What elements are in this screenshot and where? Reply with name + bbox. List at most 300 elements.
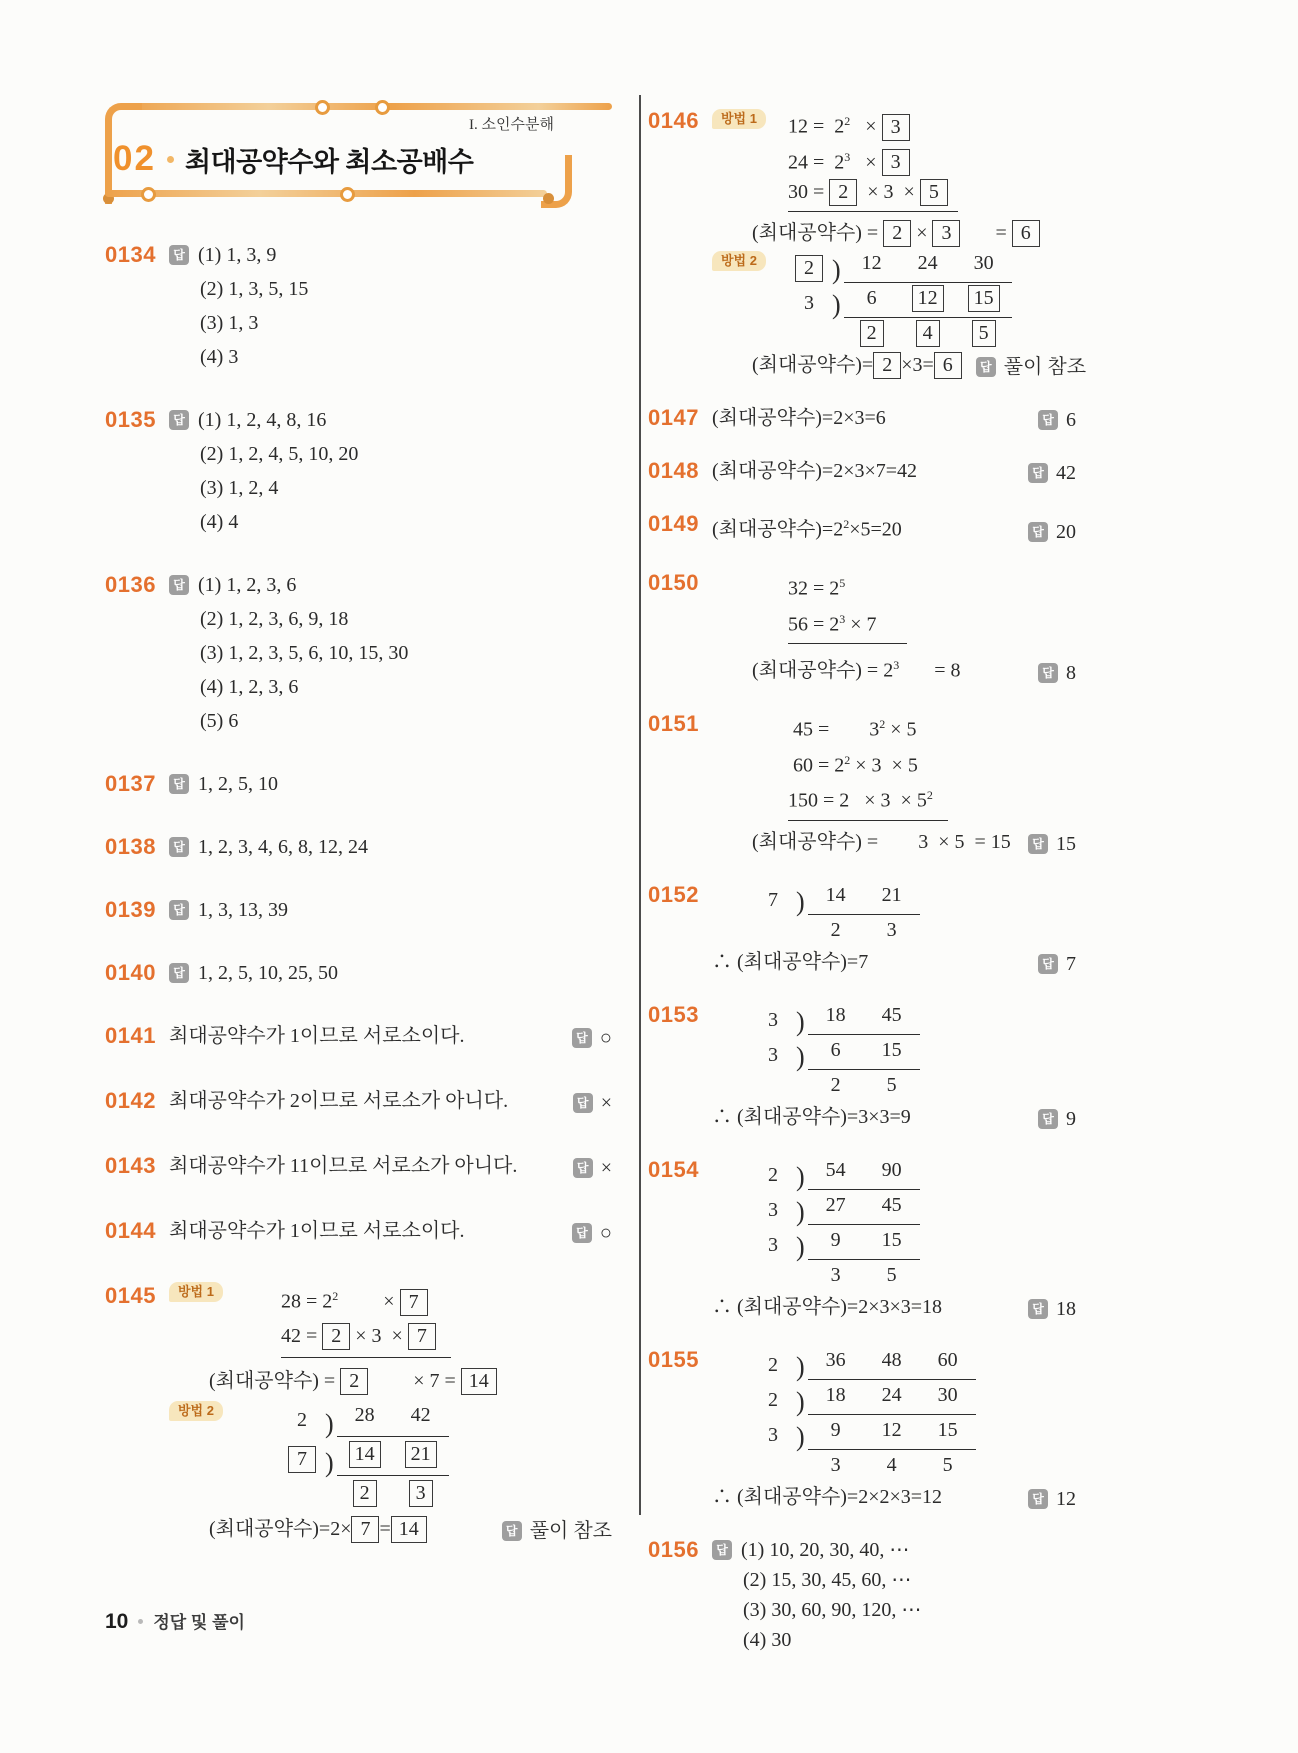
boxed-value: 21 xyxy=(405,1441,437,1468)
solution-row xyxy=(169,1214,612,1250)
division-cells xyxy=(808,1190,920,1225)
division-cell: 12 xyxy=(881,1418,902,1441)
math-line: 1, 2, 5, 10 xyxy=(198,773,278,795)
title-dot-icon xyxy=(167,156,174,163)
division-ladder-row xyxy=(752,1345,976,1380)
problem-number: 0141 xyxy=(105,1023,156,1048)
answer-badge-icon: 답 xyxy=(1038,410,1058,430)
division-paren-icon: ) xyxy=(832,254,841,286)
boxed-value: 3 xyxy=(882,114,910,141)
math-line: (최대공약수)$=2^2\times 5=20$ xyxy=(712,517,902,541)
division-cell: 6 xyxy=(866,287,877,310)
division-divisor xyxy=(281,1442,323,1476)
division-divisor: 3 xyxy=(768,1008,778,1031)
math-line: (4) 30 xyxy=(743,1628,792,1651)
solution-row xyxy=(712,1225,1076,1260)
answer-badge-icon: 답 xyxy=(502,1521,522,1541)
answer-value: 20 xyxy=(1056,520,1076,543)
answer-value: 12 xyxy=(1056,1487,1076,1510)
solution-row xyxy=(169,704,612,738)
math-line: (1) 1, 2, 4, 8, 16 xyxy=(198,409,327,431)
solution-row xyxy=(712,106,1076,142)
solution-row xyxy=(169,340,612,374)
problem-body xyxy=(169,238,612,374)
answer-badge-icon: 답 xyxy=(976,357,996,377)
answer-value: 7 xyxy=(1066,952,1076,975)
division-ladder-row xyxy=(788,318,1012,350)
math-line: ∴ (최대공약수)=2×2×3=12 xyxy=(712,1485,943,1508)
answer-badge-icon: 답 xyxy=(169,837,189,857)
answer-value: 풀이 참조 xyxy=(1003,356,1087,379)
division-cells xyxy=(844,248,1012,283)
solution-row xyxy=(169,1149,612,1185)
division-cell: 9 xyxy=(830,1418,841,1441)
problem-body xyxy=(169,830,612,864)
division-divisor: 3 xyxy=(768,1233,778,1256)
division-paren-icon: ) xyxy=(796,1231,805,1262)
solution-row xyxy=(712,915,1076,947)
solution-row xyxy=(712,1565,1076,1595)
division-cell: 3 xyxy=(886,918,897,941)
answer-badge-icon: 답 xyxy=(169,575,189,595)
division-cell: 21 xyxy=(881,883,902,906)
answer-badge-icon: 답 xyxy=(169,245,189,265)
answer-value: 42 xyxy=(1056,462,1076,485)
boxed-value: 7 xyxy=(400,1289,428,1316)
problem xyxy=(105,893,612,927)
division-paren-icon: ) xyxy=(796,1196,805,1227)
boxed-value: 6 xyxy=(1012,220,1040,247)
answer-value: ○ xyxy=(599,1027,612,1049)
division-cell: 45 xyxy=(881,1193,902,1216)
division-cells xyxy=(808,1380,976,1415)
boxed-value: 2 xyxy=(873,352,901,379)
problem xyxy=(105,1214,612,1250)
problem-number: 0140 xyxy=(105,960,156,985)
answer-badge-icon: 답 xyxy=(169,900,189,920)
division-cells xyxy=(808,880,920,915)
division-cells xyxy=(844,318,1012,350)
problem xyxy=(648,403,1076,435)
division-cells xyxy=(808,915,920,947)
solution-row xyxy=(712,1155,1076,1190)
problem-body xyxy=(169,767,612,801)
solution-row xyxy=(712,509,1076,547)
problem-number: 0137 xyxy=(105,771,156,796)
problem-body xyxy=(169,1214,612,1250)
solution-row xyxy=(712,1625,1076,1655)
division-cells xyxy=(808,1345,976,1380)
math-line: 1, 2, 5, 10, 25, 50 xyxy=(198,962,338,984)
problem-number: 0154 xyxy=(648,1156,699,1182)
solution-row xyxy=(712,218,1076,248)
division-cell: 5 xyxy=(886,1263,897,1286)
boxed-value: 7 xyxy=(351,1516,379,1543)
problem xyxy=(648,1345,1076,1514)
division-cell: 5 xyxy=(886,1073,897,1096)
math-line: ∴ (최대공약수)=7 xyxy=(712,950,869,973)
math-line: (최대공약수)=2× 7 = 14 xyxy=(209,1512,427,1546)
division-ladder-row xyxy=(752,1225,920,1260)
problem xyxy=(105,1149,612,1185)
section-label: I. 소인수분해 xyxy=(469,117,554,133)
division-cell: 2 xyxy=(830,1073,841,1096)
division-ladder-row xyxy=(752,1035,920,1070)
solution-row xyxy=(712,1190,1076,1225)
problem-body xyxy=(712,568,1076,688)
division-cells xyxy=(337,1437,449,1476)
answer-badge-icon: 답 xyxy=(1038,663,1058,683)
solution-row xyxy=(712,318,1076,350)
math-line: (3) 1, 2, 3, 5, 6, 10, 15, 30 xyxy=(200,642,409,664)
math-line: (3) 1, 3 xyxy=(200,312,259,334)
division-cells xyxy=(808,1225,920,1260)
division-ladder-row xyxy=(788,248,1012,286)
solution-row xyxy=(712,350,1087,382)
solution-row xyxy=(169,956,612,990)
division-ladder-row xyxy=(281,1437,449,1476)
solution-row xyxy=(712,177,1076,212)
math-line: (최대공약수) = 2 × 3 = 6 xyxy=(752,218,1040,248)
footer-dot-icon xyxy=(138,1619,143,1624)
division-cell: 54 xyxy=(825,1158,846,1181)
division-cells xyxy=(808,1000,920,1035)
problem-number: 0156 xyxy=(648,1536,699,1562)
division-cells xyxy=(337,1398,449,1437)
division-cell xyxy=(337,1437,393,1471)
boxed-value: 7 xyxy=(408,1323,436,1350)
ring-icon xyxy=(375,100,390,115)
math-line: (3) 1, 2, 4 xyxy=(200,477,279,499)
problem-body xyxy=(712,1155,1076,1324)
math-line: 최대공약수가 11이므로 서로소가 아니다. xyxy=(169,1155,518,1177)
problem-number: 0149 xyxy=(648,511,699,537)
solution-row xyxy=(712,650,1076,688)
math-line: (최대공약수) = $2^3$ = 8 xyxy=(752,658,961,682)
division-ladder-row xyxy=(788,283,1012,321)
answer-badge-icon: 답 xyxy=(1028,834,1048,854)
solution-row xyxy=(169,1476,612,1512)
method-tag: 방법 1 xyxy=(712,109,766,129)
answer-badge-icon: 답 xyxy=(572,1223,592,1243)
solution-row xyxy=(169,893,612,927)
column-divider xyxy=(639,95,641,1515)
math-line: 45 = $3^2 \times 5$ xyxy=(788,716,917,741)
solution-row xyxy=(712,709,1076,745)
answer-badge-icon: 답 xyxy=(1028,463,1048,483)
division-divisor: 2 xyxy=(768,1388,778,1411)
solution-row xyxy=(169,1512,612,1548)
math-line: $150 = 2 \times 3 \times 5^2$ xyxy=(788,780,948,821)
math-line: 1, 3, 13, 39 xyxy=(198,899,288,921)
answer-value: 15 xyxy=(1056,832,1076,855)
problem xyxy=(648,509,1076,547)
answer-value: 9 xyxy=(1066,1107,1076,1130)
math-line: $24 = 2^3 \times 3$ xyxy=(788,142,910,178)
ring-icon xyxy=(315,100,330,115)
solution-row xyxy=(712,1535,1076,1565)
problem-number: 0151 xyxy=(648,710,699,736)
solution-row xyxy=(169,272,612,306)
solution-row xyxy=(169,670,612,704)
division-paren-icon: ) xyxy=(796,1351,805,1382)
math-line: (1) 10, 20, 30, 40, ⋯ xyxy=(741,1538,910,1561)
division-ladder-row xyxy=(752,1415,976,1450)
answer-badge-icon: 답 xyxy=(1038,1109,1058,1129)
method-tag: 방법 2 xyxy=(169,1401,223,1421)
boxed-value: 2 xyxy=(353,1480,377,1507)
problem xyxy=(648,106,1087,382)
solution-row xyxy=(169,1437,612,1476)
problem-body xyxy=(712,456,1076,488)
answer-badge-icon: 답 xyxy=(572,1028,592,1048)
boxed-value: 2 xyxy=(829,179,857,206)
problem-body xyxy=(712,403,1076,435)
right-answer xyxy=(1014,458,1076,488)
boxed-value: 15 xyxy=(968,285,1000,312)
division-divisor: 7 xyxy=(768,888,778,911)
problem-body xyxy=(169,403,612,539)
problem xyxy=(105,767,612,801)
problem xyxy=(648,456,1076,488)
solution-row xyxy=(712,947,1076,979)
boxed-value: 5 xyxy=(972,320,996,347)
problem-body xyxy=(169,956,612,990)
problem-number: 0150 xyxy=(648,569,699,595)
solution-row xyxy=(712,1482,1076,1514)
solution-row xyxy=(169,238,612,272)
chapter-header xyxy=(105,93,612,213)
boxed-value: 14 xyxy=(391,1516,427,1543)
division-divisor xyxy=(788,253,830,283)
problem-body xyxy=(169,1279,612,1548)
division-divisor: 2 xyxy=(768,1353,778,1376)
division-ladder-row xyxy=(752,1070,920,1102)
chapter-title-row xyxy=(113,139,473,179)
right-answer xyxy=(1024,949,1076,979)
problem xyxy=(648,1000,1076,1134)
solution-row xyxy=(169,437,612,471)
solution-row xyxy=(712,1292,1076,1324)
boxed-value: 5 xyxy=(920,179,948,206)
solution-row xyxy=(712,827,1076,859)
answer-badge-icon: 답 xyxy=(169,410,189,430)
problem xyxy=(648,1155,1076,1324)
math-line: ∴ (최대공약수)=3×3=9 xyxy=(712,1105,911,1128)
division-cell: 18 xyxy=(825,1003,846,1026)
solution-row xyxy=(169,1364,612,1398)
boxed-value: 12 xyxy=(912,285,944,312)
division-paren-icon: ) xyxy=(832,289,841,321)
division-paren-icon: ) xyxy=(796,1386,805,1417)
division-cell: 48 xyxy=(881,1348,902,1371)
right-answer xyxy=(1014,517,1076,547)
solution-row xyxy=(712,1000,1076,1035)
boxed-value: 3 xyxy=(932,220,960,247)
division-cell: 45 xyxy=(881,1003,902,1026)
division-cell: 30 xyxy=(973,252,994,275)
division-divisor: 2 xyxy=(297,1408,307,1431)
problem xyxy=(105,1279,612,1548)
math-line: 최대공약수가 1이므로 서로소이다. xyxy=(169,1025,465,1047)
solution-row xyxy=(169,1084,612,1120)
division-ladder-row xyxy=(752,1380,976,1415)
division-cell: 3 xyxy=(830,1453,841,1476)
problem xyxy=(648,880,1076,979)
problem-number: 0143 xyxy=(105,1153,156,1178)
division-cell: 24 xyxy=(881,1383,902,1406)
problem xyxy=(105,1019,612,1055)
solution-row xyxy=(712,1415,1076,1450)
division-cell: 15 xyxy=(881,1038,902,1061)
division-divisor: 3 xyxy=(804,292,814,315)
math-line: $28 = 2^2$ × 7 xyxy=(281,1279,428,1319)
division-paren-icon: ) xyxy=(796,1006,805,1037)
solution-row xyxy=(712,880,1076,915)
problem-body xyxy=(169,893,612,927)
solution-row xyxy=(712,1380,1076,1415)
boxed-value: 2 xyxy=(795,255,823,282)
division-paren-icon: ) xyxy=(796,1421,805,1452)
problem xyxy=(648,568,1076,688)
solution-row xyxy=(712,1260,1076,1292)
problem xyxy=(105,238,612,374)
problem-number: 0144 xyxy=(105,1218,156,1243)
boxed-value: 2 xyxy=(322,1323,350,1350)
math-line: 42 = 2 × 3 × 7 xyxy=(281,1319,451,1358)
problem-body xyxy=(712,106,1087,382)
solution-row xyxy=(712,780,1076,821)
boxed-value: 4 xyxy=(916,320,940,347)
math-line: (최대공약수)= 2 ×3= 6 xyxy=(752,350,962,380)
answer-badge-icon: 답 xyxy=(1028,1299,1048,1319)
math-line: (2) 1, 2, 4, 5, 10, 20 xyxy=(200,443,359,465)
division-cell: 15 xyxy=(881,1228,902,1251)
division-cells xyxy=(808,1035,920,1070)
answer-badge-icon: 답 xyxy=(1028,1489,1048,1509)
division-cells xyxy=(808,1155,920,1190)
answer-badge-icon: 답 xyxy=(1038,954,1058,974)
problem-body xyxy=(712,1000,1076,1134)
solution-row xyxy=(169,403,612,437)
problem xyxy=(105,956,612,990)
solution-row xyxy=(712,1595,1076,1625)
problem-body xyxy=(712,880,1076,979)
division-ladder-row xyxy=(752,880,920,915)
division-cell: 60 xyxy=(937,1348,958,1371)
division-cell: 42 xyxy=(410,1403,431,1426)
answer-value: 6 xyxy=(1066,409,1076,432)
problem-number: 0142 xyxy=(105,1088,156,1113)
solution-row xyxy=(712,745,1076,781)
right-answer xyxy=(1024,1104,1076,1134)
right-answer xyxy=(559,1086,612,1120)
right-answer xyxy=(1014,1484,1076,1514)
division-cell xyxy=(900,318,956,348)
problem xyxy=(105,403,612,539)
division-cells xyxy=(337,1476,449,1512)
right-answer xyxy=(559,1151,612,1185)
problem-body xyxy=(169,568,612,738)
division-cell: 18 xyxy=(825,1383,846,1406)
division-divisor: 2 xyxy=(768,1163,778,1186)
math-line: $60 = 2^2 \times 3 \times 5$ xyxy=(788,752,918,777)
solution-row xyxy=(712,456,1076,488)
problem-body xyxy=(169,1149,612,1185)
math-line: (2) 1, 2, 3, 6, 9, 18 xyxy=(200,608,349,630)
boxed-value: 6 xyxy=(934,352,962,379)
division-cells xyxy=(808,1415,976,1450)
solution-row xyxy=(169,1319,612,1358)
math-line: (5) 6 xyxy=(200,710,239,732)
math-line: 1, 2, 3, 4, 6, 8, 12, 24 xyxy=(198,836,368,858)
problem-number: 0134 xyxy=(105,242,156,267)
solution-row xyxy=(169,767,612,801)
right-answer xyxy=(558,1021,612,1055)
math-line: $56 = 2^3 \times 7$ xyxy=(788,604,907,645)
division-cell: 3 xyxy=(830,1263,841,1286)
problem-number: 0135 xyxy=(105,407,156,432)
division-ladder-row xyxy=(752,1450,976,1482)
solution-row xyxy=(712,1345,1076,1380)
division-cell: 24 xyxy=(917,252,938,275)
problem-body xyxy=(712,1345,1076,1514)
math-line: 30 = 2 × 3 × 5 xyxy=(788,177,958,212)
right-answer xyxy=(1024,405,1076,435)
division-cell: 36 xyxy=(825,1348,846,1371)
boxed-value: 2 xyxy=(883,220,911,247)
solution-row xyxy=(169,1398,612,1437)
problem-number: 0147 xyxy=(648,405,699,431)
answer-value: × xyxy=(600,1092,612,1114)
problem-number: 0148 xyxy=(648,458,699,484)
division-ladder-row xyxy=(752,1000,920,1035)
math-line: $32 = 2^5$ xyxy=(788,575,846,600)
division-cell xyxy=(393,1437,449,1471)
division-cell xyxy=(337,1476,393,1510)
right-answer xyxy=(1014,1294,1076,1324)
division-cell xyxy=(956,318,1012,348)
math-line: (2) 1, 3, 5, 15 xyxy=(200,278,309,300)
division-cell: 9 xyxy=(830,1228,841,1251)
ring-icon xyxy=(340,187,355,202)
boxed-value: 2 xyxy=(340,1368,368,1395)
problem-number: 0146 xyxy=(648,108,699,133)
division-ladder-row xyxy=(281,1398,449,1437)
division-ladder-row xyxy=(752,1260,920,1292)
ring-icon xyxy=(141,187,156,202)
division-cell: 27 xyxy=(825,1193,846,1216)
solution-row xyxy=(169,830,612,864)
division-cell xyxy=(900,283,956,313)
division-paren-icon: ) xyxy=(325,1446,334,1478)
division-cell xyxy=(956,283,1012,313)
math-line: ∴ (최대공약수)=2×3×3=18 xyxy=(712,1295,943,1318)
division-cell: 30 xyxy=(937,1383,958,1406)
solution-row xyxy=(169,471,612,505)
division-cell: 12 xyxy=(861,252,882,275)
solution-row xyxy=(712,142,1076,178)
answer-badge-icon: 답 xyxy=(573,1093,593,1113)
boxed-value: 3 xyxy=(882,149,910,176)
answer-badge-icon: 답 xyxy=(169,963,189,983)
problem xyxy=(105,1084,612,1120)
division-cell: 15 xyxy=(937,1418,958,1441)
answer-badge-icon: 답 xyxy=(573,1158,593,1178)
math-line: (2) 15, 30, 45, 60, ⋯ xyxy=(743,1568,912,1591)
division-cell: 28 xyxy=(354,1403,375,1426)
math-line: (최대공약수) = 2 × 7 = 14 xyxy=(209,1364,497,1398)
